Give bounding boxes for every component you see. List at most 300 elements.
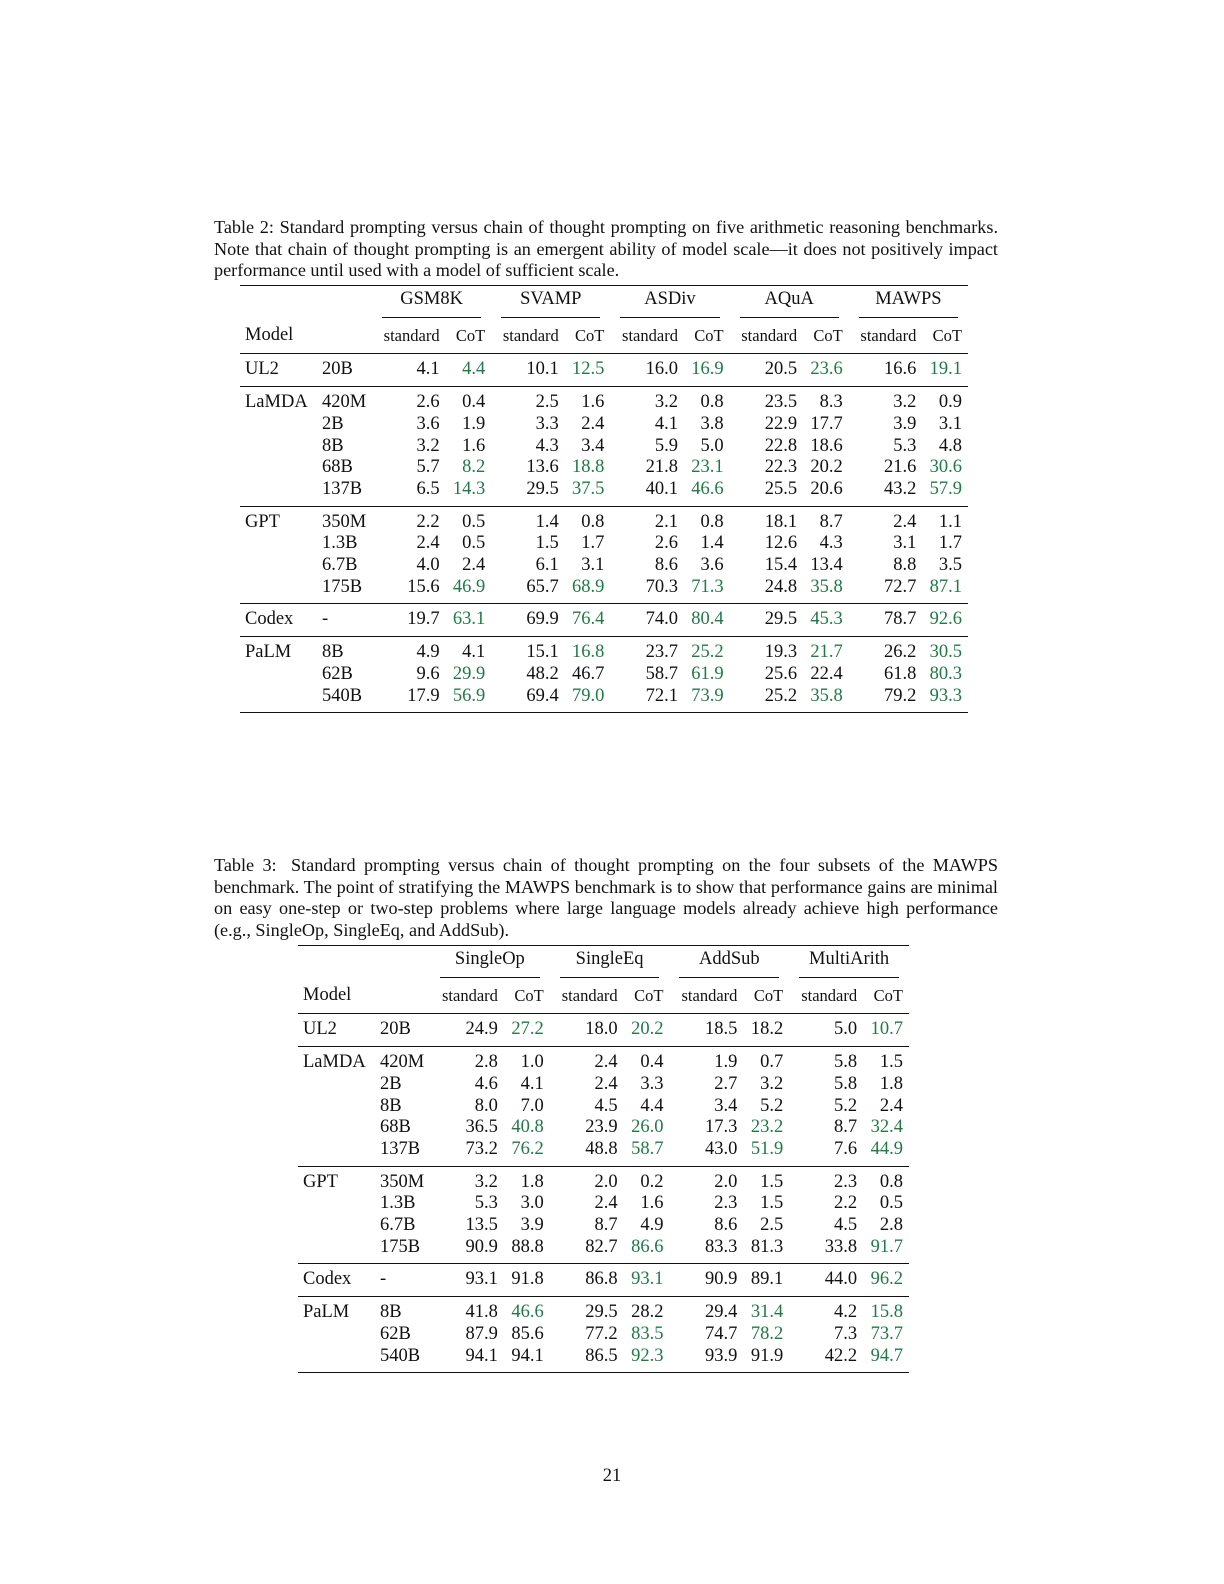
table-row	[298, 1047, 909, 1074]
cot-score-cell: 28.2	[624, 1297, 670, 1324]
standard-score-cell: 2.4	[849, 506, 923, 533]
table2-cot-header: CoT	[684, 318, 730, 354]
model-name-cell	[240, 436, 322, 458]
standard-score-cell: 6.1	[535, 555, 559, 576]
table3-group-label: SingleEq	[560, 946, 660, 978]
standard-score-cell: 86.8	[550, 1264, 624, 1297]
standard-score-cell: 7.3	[834, 1323, 858, 1344]
table2-caption	[214, 217, 998, 282]
cot-score-cell: 13.4	[810, 555, 843, 576]
standard-score-cell: 87.9	[465, 1323, 498, 1344]
table-row	[298, 1117, 909, 1139]
model-name-cell	[240, 686, 322, 713]
standard-score-cell: 3.4	[714, 1095, 738, 1116]
standard-score-cell: 2.4	[416, 533, 440, 554]
model-name-cell	[240, 414, 322, 436]
standard-score-cell: 74.7	[705, 1323, 738, 1344]
model-name-cell	[298, 1193, 380, 1215]
table3-group-header	[430, 946, 550, 978]
standard-score-cell: 5.7	[416, 457, 440, 478]
cot-score-cell: 16.8	[565, 637, 611, 664]
cot-score-cell: 0.4	[446, 387, 492, 414]
standard-score-cell: 15.4	[764, 555, 798, 576]
cot-score-cell: 1.5	[863, 1047, 909, 1074]
standard-score-cell: 15.6	[407, 576, 440, 597]
cot-score-cell: 15.8	[863, 1297, 909, 1324]
cot-score-cell: 18.8	[572, 457, 605, 478]
cot-score-cell: 81.3	[750, 1236, 784, 1257]
model-size-cell: 8B	[380, 1297, 430, 1324]
model-size-cell: 1.3B	[322, 533, 358, 554]
page-number: 21	[602, 1466, 622, 1486]
table3-model-group	[298, 1047, 909, 1167]
table3-group-header	[550, 946, 670, 978]
standard-score-cell: 5.8	[789, 1047, 863, 1074]
table-row	[240, 555, 968, 577]
table2-cot-header: CoT	[803, 318, 849, 354]
standard-score-cell: 29.4	[669, 1297, 743, 1324]
table-row	[240, 664, 968, 686]
table3-group-header	[789, 946, 909, 978]
model-size-cell: 2B	[322, 413, 344, 434]
standard-score-cell: 3.6	[416, 413, 440, 434]
standard-score-cell: 29.5	[730, 604, 804, 637]
model-size-cell: 540B	[322, 685, 363, 706]
cot-score-cell: 4.1	[446, 637, 492, 664]
table2-group-header	[610, 286, 729, 318]
table2	[240, 285, 968, 713]
table3-standard-header: standard	[669, 978, 743, 1014]
standard-score-cell: 23.9	[585, 1117, 618, 1138]
model-name-cell	[298, 1215, 380, 1237]
cot-score-cell: 22.4	[810, 663, 843, 684]
cot-score-cell: 3.6	[700, 555, 724, 576]
cot-score-cell: 3.9	[520, 1215, 544, 1236]
standard-score-cell: 93.1	[430, 1264, 504, 1297]
standard-score-cell: 3.9	[893, 413, 917, 434]
cot-score-cell: 3.5	[938, 555, 962, 576]
standard-score-cell: 43.0	[705, 1138, 738, 1159]
table2-group-header	[372, 286, 491, 318]
table2-model-group	[240, 637, 968, 713]
cot-score-cell: 71.3	[691, 576, 724, 597]
cot-score-cell: 31.4	[743, 1297, 789, 1324]
cot-score-cell: 18.6	[810, 435, 843, 456]
standard-score-cell: 29.5	[550, 1297, 624, 1324]
cot-score-cell: 2.4	[879, 1095, 903, 1116]
table3-standard-header: standard	[789, 978, 863, 1014]
model-name-cell	[298, 1324, 380, 1346]
table2-standard-header: standard	[849, 318, 923, 354]
model-size-cell: 8B	[322, 435, 344, 456]
model-size-cell: -	[322, 604, 372, 637]
table3-subheader-row	[298, 978, 909, 1014]
model-size-cell: 6.7B	[380, 1215, 416, 1236]
table2-group-header	[849, 286, 968, 318]
cot-score-cell: 25.2	[684, 637, 730, 664]
cot-score-cell: 80.4	[684, 604, 730, 637]
standard-score-cell: 8.8	[893, 555, 917, 576]
cot-score-cell: 5.2	[760, 1095, 784, 1116]
table2-standard-header: standard	[730, 318, 804, 354]
cot-score-cell: 91.8	[504, 1264, 550, 1297]
model-name-cell: UL2	[303, 1019, 337, 1040]
cot-score-cell: 30.6	[929, 457, 962, 478]
table-row	[240, 686, 968, 713]
model-name-cell	[298, 1139, 380, 1166]
cot-score-cell: 20.6	[810, 478, 843, 499]
cot-score-cell: 87.1	[929, 576, 962, 597]
standard-score-cell: 90.9	[465, 1236, 498, 1257]
standard-score-cell: 93.9	[705, 1345, 738, 1366]
standard-score-cell: 8.6	[654, 555, 678, 576]
cot-score-cell: 0.8	[863, 1166, 909, 1193]
cot-score-cell: 0.5	[462, 533, 486, 554]
model-name-cell	[240, 664, 322, 686]
standard-score-cell: 19.7	[372, 604, 446, 637]
cot-score-cell: 0.8	[565, 506, 611, 533]
table2-model-group	[240, 387, 968, 507]
standard-score-cell: 2.6	[372, 387, 446, 414]
model-name-cell	[240, 479, 322, 506]
model-name-cell: UL2	[245, 359, 279, 380]
cot-score-cell: 92.6	[922, 604, 968, 637]
model-name-cell: PaLM	[298, 1297, 380, 1324]
cot-score-cell: 3.1	[938, 413, 962, 434]
cot-score-cell: 21.7	[803, 637, 849, 664]
standard-score-cell: 2.4	[594, 1073, 618, 1094]
table2-cot-header: CoT	[565, 318, 611, 354]
standard-score-cell: 70.3	[645, 576, 678, 597]
standard-score-cell: 3.3	[535, 413, 559, 434]
standard-score-cell: 22.9	[764, 413, 798, 434]
table3-group-header-row	[298, 946, 909, 978]
table3-model-group	[298, 1166, 909, 1264]
cot-score-cell: 46.7	[572, 663, 605, 684]
standard-score-cell: 3.2	[610, 387, 684, 414]
standard-score-cell: 16.6	[883, 359, 917, 380]
standard-score-cell: 79.2	[883, 685, 917, 706]
model-name-cell: Codex	[240, 604, 322, 637]
table2-group-label: MAWPS	[859, 286, 958, 318]
table-row	[240, 533, 968, 555]
cot-score-cell: 93.3	[929, 685, 962, 706]
standard-score-cell: 40.1	[645, 478, 678, 499]
standard-score-cell: 74.0	[610, 604, 684, 637]
table3-model-header: Model	[298, 978, 380, 1014]
cot-score-cell: 1.7	[581, 533, 605, 554]
cot-score-cell: 96.2	[863, 1264, 909, 1297]
standard-score-cell: 26.2	[849, 637, 923, 664]
table2-group-header-row	[240, 286, 968, 318]
table-row	[298, 1139, 909, 1166]
standard-score-cell: 20.5	[764, 359, 798, 380]
cot-score-cell: 89.1	[743, 1264, 789, 1297]
table-row	[298, 1264, 909, 1297]
table3-caption	[214, 855, 998, 941]
standard-score-cell: 72.1	[645, 685, 678, 706]
standard-score-cell: 33.8	[824, 1236, 858, 1257]
cot-score-cell: 68.9	[572, 576, 605, 597]
standard-score-cell: 25.2	[764, 685, 798, 706]
standard-score-cell: 3.2	[430, 1166, 504, 1193]
cot-score-cell: 46.9	[452, 576, 486, 597]
cot-score-cell: 1.5	[743, 1166, 789, 1193]
model-name-cell: GPT	[298, 1166, 380, 1193]
table2-caption-text: Standard prompting versus chain of thought prompting on five arithmetic reasoning benchmarks. Note that chain of thought prompting is an emergent ability of model scale—it does not positively impact performance until used with a model of sufficient scale.	[214, 217, 999, 280]
table2-subheader-row	[240, 318, 968, 354]
standard-score-cell: 2.4	[594, 1193, 618, 1214]
standard-score-cell: 1.5	[535, 533, 559, 554]
standard-score-cell: 4.6	[474, 1073, 498, 1094]
standard-score-cell: 5.2	[834, 1095, 858, 1116]
model-size-cell: 540B	[380, 1345, 421, 1366]
cot-score-cell: 1.8	[879, 1073, 903, 1094]
standard-score-cell: 23.7	[610, 637, 684, 664]
standard-score-cell: 1.4	[491, 506, 565, 533]
table2-group-label: SVAMP	[501, 286, 600, 318]
cot-score-cell: 51.9	[750, 1138, 784, 1159]
cot-score-cell: 1.6	[640, 1193, 664, 1214]
cot-score-cell: 92.3	[631, 1345, 664, 1366]
cot-score-cell: 73.9	[691, 685, 724, 706]
cot-score-cell: 32.4	[870, 1117, 903, 1138]
standard-score-cell: 29.5	[526, 478, 559, 499]
standard-score-cell: 2.3	[714, 1193, 738, 1214]
model-name-cell	[240, 457, 322, 479]
cot-score-cell: 8.7	[803, 506, 849, 533]
cot-score-cell: 0.4	[624, 1047, 670, 1074]
standard-score-cell: 2.7	[714, 1073, 738, 1094]
model-size-cell: 175B	[322, 576, 363, 597]
cot-score-cell: 29.9	[452, 663, 486, 684]
cot-score-cell: 4.4	[640, 1095, 664, 1116]
cot-score-cell: 0.9	[922, 387, 968, 414]
model-size-cell: 175B	[380, 1236, 421, 1257]
cot-score-cell: 85.6	[511, 1323, 544, 1344]
cot-score-cell: 26.0	[631, 1117, 664, 1138]
standard-score-cell: 23.5	[730, 387, 804, 414]
table2-cot-header: CoT	[446, 318, 492, 354]
model-size-cell: 2B	[380, 1073, 402, 1094]
model-size-cell: 62B	[380, 1323, 411, 1344]
model-name-cell	[298, 1237, 380, 1264]
table3-cot-header: CoT	[743, 978, 789, 1014]
standard-score-cell: 2.0	[550, 1166, 624, 1193]
table2-group-label: AQuA	[740, 286, 839, 318]
cot-score-cell: 5.0	[700, 435, 724, 456]
standard-score-cell: 2.2	[372, 506, 446, 533]
standard-score-cell: 8.7	[594, 1215, 618, 1236]
standard-score-cell: 2.1	[610, 506, 684, 533]
standard-score-cell: 65.7	[526, 576, 559, 597]
table-row	[298, 1193, 909, 1215]
cot-score-cell: 2.5	[760, 1215, 784, 1236]
standard-score-cell: 18.5	[705, 1019, 738, 1040]
model-name-cell: Codex	[298, 1264, 380, 1297]
table2-group-label: GSM8K	[382, 286, 481, 318]
standard-score-cell: 2.0	[669, 1166, 743, 1193]
model-name-cell	[298, 1346, 380, 1373]
standard-score-cell: 4.1	[654, 413, 678, 434]
table2-caption-label: Table 2:	[214, 217, 274, 237]
cot-score-cell: 4.4	[462, 359, 486, 380]
standard-score-cell: 2.4	[550, 1047, 624, 1074]
cot-score-cell: 20.2	[631, 1019, 664, 1040]
standard-score-cell: 2.6	[654, 533, 678, 554]
cot-score-cell: 45.3	[803, 604, 849, 637]
model-size-cell: 68B	[322, 457, 353, 478]
cot-score-cell: 63.1	[446, 604, 492, 637]
table3-cot-header: CoT	[624, 978, 670, 1014]
cot-score-cell: 23.1	[691, 457, 724, 478]
standard-score-cell: 4.9	[372, 637, 446, 664]
standard-score-cell: 5.3	[474, 1193, 498, 1214]
cot-score-cell: 91.9	[750, 1345, 784, 1366]
model-name-cell	[298, 1074, 380, 1096]
cot-score-cell: 3.3	[640, 1073, 664, 1094]
cot-score-cell: 61.9	[691, 663, 724, 684]
model-size-cell: 1.3B	[380, 1193, 416, 1214]
standard-score-cell: 6.5	[416, 478, 440, 499]
cot-score-cell: 83.5	[631, 1323, 664, 1344]
table-row	[298, 1074, 909, 1096]
model-name-cell	[298, 1117, 380, 1139]
cot-score-cell: 30.5	[922, 637, 968, 664]
standard-score-cell: 72.7	[883, 576, 917, 597]
cot-score-cell: 1.0	[504, 1047, 550, 1074]
cot-score-cell: 2.8	[879, 1215, 903, 1236]
cot-score-cell: 1.6	[565, 387, 611, 414]
standard-score-cell: 83.3	[705, 1236, 738, 1257]
cot-score-cell: 0.2	[624, 1166, 670, 1193]
table-row	[240, 414, 968, 436]
standard-score-cell: 78.7	[849, 604, 923, 637]
standard-score-cell: 94.1	[465, 1345, 498, 1366]
cot-score-cell: 0.8	[684, 387, 730, 414]
cot-score-cell: 93.1	[624, 1264, 670, 1297]
cot-score-cell: 1.5	[760, 1193, 784, 1214]
model-name-cell: GPT	[240, 506, 322, 533]
table2-model-group	[240, 506, 968, 604]
table-row	[298, 1096, 909, 1118]
table-row	[240, 479, 968, 506]
model-name-cell	[240, 533, 322, 555]
standard-score-cell: 15.1	[491, 637, 565, 664]
standard-score-cell: 3.2	[416, 435, 440, 456]
standard-score-cell: 69.9	[491, 604, 565, 637]
table2-standard-header: standard	[491, 318, 565, 354]
model-name-cell	[240, 555, 322, 577]
cot-score-cell: 0.8	[684, 506, 730, 533]
table3-group-label: MultiArith	[799, 946, 899, 978]
table2-standard-header: standard	[372, 318, 446, 354]
standard-score-cell: 16.0	[645, 359, 678, 380]
cot-score-cell: 4.3	[819, 533, 843, 554]
standard-score-cell: 5.9	[654, 435, 678, 456]
cot-score-cell: 16.9	[691, 359, 724, 380]
cot-score-cell: 35.8	[810, 576, 843, 597]
cot-score-cell: 20.2	[810, 457, 843, 478]
cot-score-cell: 40.8	[511, 1117, 544, 1138]
standard-score-cell: 24.8	[764, 576, 798, 597]
cot-score-cell: 1.8	[504, 1166, 550, 1193]
standard-score-cell: 2.8	[430, 1047, 504, 1074]
table-row	[298, 1346, 909, 1373]
standard-score-cell: 48.8	[585, 1138, 618, 1159]
cot-score-cell: 76.2	[511, 1138, 544, 1159]
table-row	[298, 1166, 909, 1193]
standard-score-cell: 8.7	[834, 1117, 858, 1138]
cot-score-cell: 7.0	[520, 1095, 544, 1116]
model-name-cell	[298, 1096, 380, 1118]
cot-score-cell: 80.3	[929, 663, 962, 684]
standard-score-cell: 2.5	[491, 387, 565, 414]
standard-score-cell: 77.2	[585, 1323, 618, 1344]
cot-score-cell: 8.2	[462, 457, 486, 478]
cot-score-cell: 46.6	[691, 478, 724, 499]
standard-score-cell: 61.8	[883, 663, 917, 684]
cot-score-cell: 19.1	[929, 359, 962, 380]
cot-score-cell: 37.5	[572, 478, 605, 499]
table-row	[240, 457, 968, 479]
cot-score-cell: 18.2	[750, 1019, 784, 1040]
standard-score-cell: 4.5	[834, 1215, 858, 1236]
standard-score-cell: 69.4	[526, 685, 559, 706]
model-size-cell: 20B	[380, 1019, 411, 1040]
model-name-cell: PaLM	[240, 637, 322, 664]
table-row	[240, 637, 968, 664]
standard-score-cell: 13.6	[526, 457, 559, 478]
standard-score-cell: 86.5	[585, 1345, 618, 1366]
standard-score-cell: 2.2	[834, 1193, 858, 1214]
cot-score-cell: 4.1	[520, 1073, 544, 1094]
model-size-cell: 137B	[322, 478, 363, 499]
cot-score-cell: 0.7	[743, 1047, 789, 1074]
table3-standard-header: standard	[550, 978, 624, 1014]
standard-score-cell: 17.3	[705, 1117, 738, 1138]
standard-score-cell: 24.9	[465, 1019, 498, 1040]
standard-score-cell: 42.2	[824, 1345, 858, 1366]
cot-score-cell: 23.2	[750, 1117, 784, 1138]
standard-score-cell: 44.0	[789, 1264, 863, 1297]
cot-score-cell: 1.1	[922, 506, 968, 533]
table2-standard-header: standard	[610, 318, 684, 354]
model-size-cell: 350M	[322, 506, 372, 533]
standard-score-cell: 8.6	[714, 1215, 738, 1236]
cot-score-cell: 78.2	[750, 1323, 784, 1344]
table2-group-header	[491, 286, 610, 318]
standard-score-cell: 22.8	[764, 435, 798, 456]
standard-score-cell: 4.3	[535, 435, 559, 456]
table-row	[298, 1237, 909, 1264]
standard-score-cell: 5.3	[893, 435, 917, 456]
standard-score-cell: 5.8	[834, 1073, 858, 1094]
table3-caption-label: Table 3:	[214, 855, 277, 875]
table3-group-label: SingleOp	[440, 946, 540, 978]
cot-score-cell: 3.4	[581, 435, 605, 456]
cot-score-cell: 76.4	[565, 604, 611, 637]
model-size-cell: 8B	[380, 1095, 402, 1116]
standard-score-cell: 25.6	[764, 663, 798, 684]
table2-model-header: Model	[240, 318, 322, 354]
model-size-cell: 20B	[322, 359, 353, 380]
cot-score-cell: 3.1	[581, 555, 605, 576]
table-row	[240, 354, 968, 387]
cot-score-cell: 44.9	[870, 1138, 903, 1159]
standard-score-cell: 7.6	[834, 1138, 858, 1159]
model-size-cell: 8B	[322, 637, 372, 664]
